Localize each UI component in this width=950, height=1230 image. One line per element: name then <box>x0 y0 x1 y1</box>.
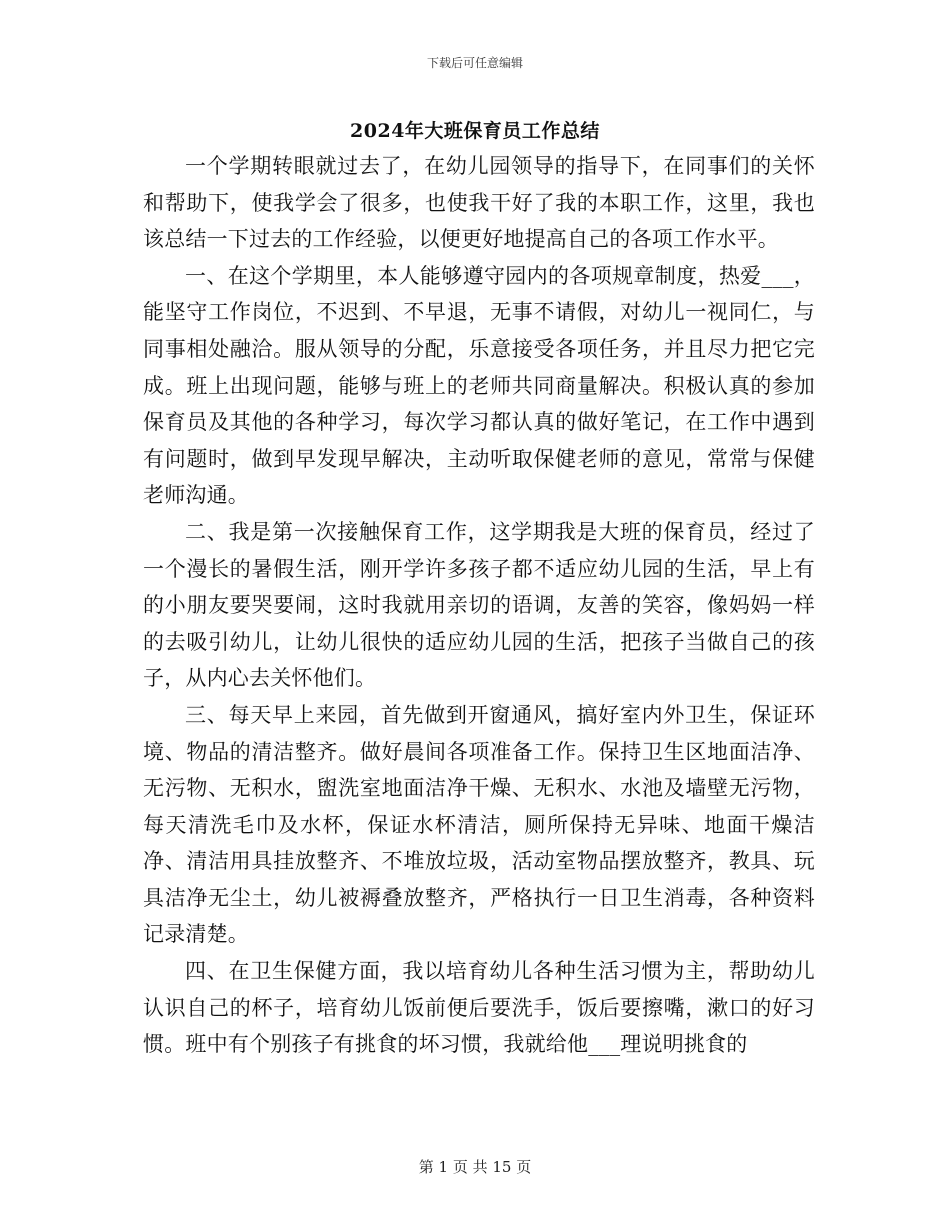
paragraph-section-2: 二、我是第一次接触保育工作，这学期我是大班的保育员，经过了一个漫长的暑假生活，刚开学许多孩子都不适应幼儿园的生活，早上有的小朋友要哭要闹，这时我就用亲切的语调，友善的笑容，像妈妈一样的去吸引幼儿，让幼儿很快的适应幼儿园的生活，把孩子当做自己的孩子，从内心去关怀他们。 <box>143 519 815 691</box>
header-note: 下载后可任意编辑 <box>426 56 523 70</box>
paragraph-intro: 一个学期转眼就过去了，在幼儿园领导的指导下，在同事们的关怀和帮助下，使我学会了很多，也使我干好了我的本职工作，这里，我也该总结一下过去的工作经验，以便更好地提高自己的各项工作水平。 <box>143 154 815 252</box>
document-title: 2024年大班保育员工作总结 <box>350 120 600 142</box>
page-number-footer: 第 1 页 共 15 页 <box>418 1158 532 1176</box>
paragraph-section-4: 四、在卫生保健方面，我以培育幼儿各种生活习惯为主，帮助幼儿认识自己的杯子，培育幼儿饭前便后要洗手，饭后要擦嘴，漱口的好习惯。班中有个别孩子有挑食的坏习惯，我就给他___理说明挑食的 <box>143 959 815 1057</box>
document-body <box>143 148 815 1063</box>
paragraph-section-3: 三、每天早上来园，首先做到开窗通风，搞好室内外卫生，保证环境、物品的清洁整齐。做好晨间各项准备工作。保持卫生区地面洁净、无污物、无积水，盥洗室地面洁净干燥、无积水、水池及墙壁无污物，每天清洗毛巾及水杯，保证水杯清洁，厕所保持无异味、地面干燥洁净、清洁用具挂放整齐、不堆放垃圾，活动室物品摆放整齐，教具、玩具洁净无尘土，幼儿被褥叠放整齐，严格执行一日卫生消毒，各种资料记录清楚。 <box>143 702 815 947</box>
paragraph-section-1: 一、在这个学期里，本人能够遵守园内的各项规章制度，热爱___，能坚守工作岗位，不迟到、不早退，无事不请假，对幼儿一视同仁，与同事相处融洽。服从领导的分配，乐意接受各项任务，并且尽力把它完成。班上出现问题，能够与班上的老师共同商量解决。积极认真的参加保育员及其他的各种学习，每次学习都认真的做好笔记，在工作中遇到有问题时，做到早发现早解决，主动听取保健老师的意见，常常与保健老师沟通。 <box>143 263 815 508</box>
